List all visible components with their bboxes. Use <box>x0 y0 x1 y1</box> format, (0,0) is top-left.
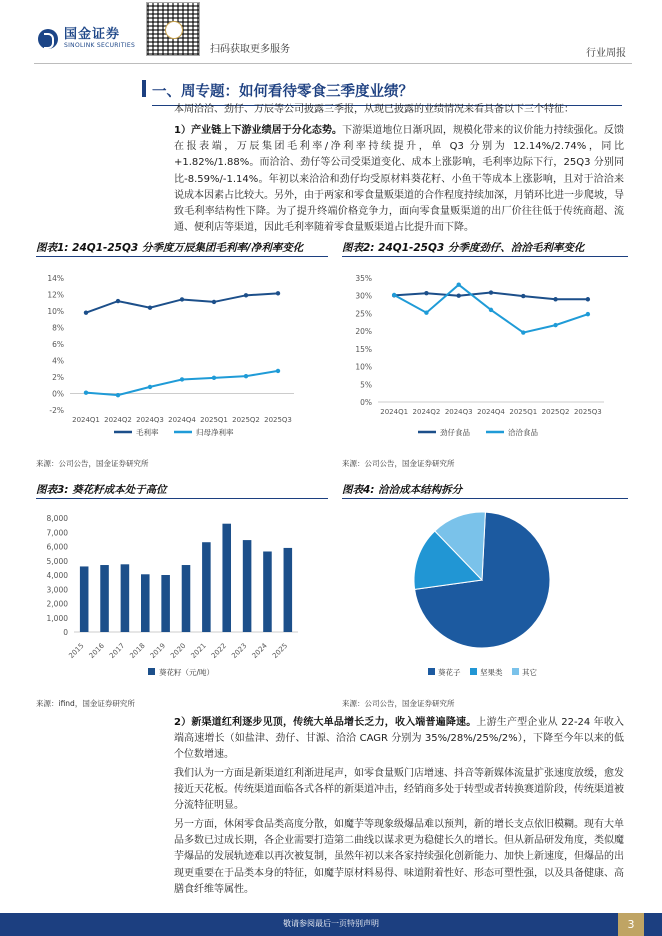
figure-4-source: 来源：公司公告，国金证券研究所 <box>342 699 455 708</box>
scan-text: 扫码获取更多服务 <box>210 44 290 55</box>
x-tick-label: 2024Q1 <box>72 416 100 424</box>
bar <box>243 540 252 632</box>
data-point <box>148 385 152 389</box>
x-tick-label: 2024Q4 <box>168 416 196 424</box>
y-tick-label: 8,000 <box>46 514 68 523</box>
legend-label: 劲仔食品 <box>440 428 470 437</box>
company-logo <box>38 28 135 49</box>
y-tick-label: 12% <box>47 290 64 300</box>
x-tick-label: 2024Q1 <box>380 408 409 416</box>
data-point <box>84 310 88 314</box>
qr-code-icon[interactable] <box>146 2 200 56</box>
bar <box>121 564 130 632</box>
legend-swatch <box>428 668 435 675</box>
y-tick-label: 20% <box>355 327 372 337</box>
legend-label: 坚果类 <box>480 668 503 677</box>
chart-sunflower-cost <box>36 506 328 688</box>
legend-label: 其它 <box>522 668 537 677</box>
data-point <box>392 293 396 297</box>
x-tick-label: 2018 <box>128 641 147 661</box>
y-tick-label: 8% <box>52 323 64 333</box>
data-point <box>116 393 120 397</box>
y-tick-label: 15% <box>355 344 372 354</box>
y-tick-label: 14% <box>47 274 64 283</box>
data-point <box>116 299 120 303</box>
x-tick-label: 2025Q1 <box>200 416 228 424</box>
legend-label: 葵花子 <box>438 668 461 677</box>
bar <box>182 565 191 632</box>
x-tick-label: 2025Q3 <box>573 408 602 416</box>
y-tick-label: 5% <box>360 380 372 390</box>
data-point <box>180 377 184 381</box>
y-tick-label: 4,000 <box>46 571 68 580</box>
y-tick-label: 2% <box>52 373 64 382</box>
x-tick-label: 2024 <box>250 641 269 661</box>
data-point <box>553 297 557 301</box>
y-tick-label: 4% <box>52 356 64 366</box>
bar <box>284 548 293 632</box>
data-point <box>148 306 152 310</box>
paragraph-1 <box>174 123 624 236</box>
x-tick-label: 2021 <box>189 641 208 661</box>
data-point <box>586 297 590 301</box>
figure-2-source: 来源：公司公告，国金证券研究所 <box>342 459 455 468</box>
y-tick-label: -2% <box>49 406 64 415</box>
figure-3-source: 来源：ifind，国金证券研究所 <box>36 699 135 708</box>
chart-jinzai-qiaqia-margins <box>342 262 628 440</box>
logo-cn: 国金证券 <box>64 27 121 42</box>
x-tick-label: 2024Q2 <box>412 408 441 416</box>
y-tick-label: 10% <box>355 362 372 372</box>
data-point <box>180 297 184 301</box>
data-point <box>244 293 248 297</box>
x-tick-label: 2016 <box>87 641 106 661</box>
x-tick-label: 2024Q4 <box>477 408 505 416</box>
data-point <box>84 390 88 394</box>
data-point <box>212 376 216 380</box>
paragraph-4: 另一方面，休闲零食品类高度分散，如魔芋等现象级爆品难以预判，新的增长支点依旧模糊。现有大单品多数已过成长期，各企业需要打造第二曲线以谋求更为稳健长久的增长。但从新品研发角度，类似魔芋爆品的发展轨迹难以再次被复制，虽然年初以来各家持续强化创新能力、加快上新速度，但爆品的出现更重要在于品类本身的特征，如魔芋原材料易得、味道附着性好、形态可塑性强，以及具备健康、高膳食纤维等属性。 <box>174 819 624 895</box>
x-tick-label: 2019 <box>148 641 168 661</box>
legend-label: 归母净利率 <box>196 428 234 437</box>
y-tick-label: 6% <box>52 340 64 349</box>
data-point <box>457 294 461 298</box>
footer-disclaimer: 敬请参阅最后一页特别声明 <box>283 919 379 928</box>
bar <box>100 565 109 632</box>
x-tick-label: 2025Q1 <box>509 408 538 416</box>
report-type: 行业周报 <box>586 48 626 59</box>
data-point <box>521 294 525 298</box>
legend-swatch <box>148 668 155 675</box>
intro-paragraph: 本周洽洽、劲仔、万辰等公司披露三季报，从现已披露的业绩情况来看具备以下三个特征： <box>174 104 574 115</box>
y-tick-label: 0% <box>52 389 64 399</box>
figure-3-title: 图表3: 葵花籽成本处于高位 <box>36 482 328 499</box>
page-number: 3 <box>618 913 644 936</box>
bar <box>141 574 150 632</box>
x-tick-label: 2024Q3 <box>136 416 164 424</box>
paragraph-2-body: 上游生产型企业从 22-24 年收入端高速增长（如盐津、劲仔、甘源、洽洽 CAGR 分别为 35%/28%/25%/2%），下降至今年以来的低个位数增速。 <box>174 717 624 761</box>
chart-qiaqia-cost-structure <box>342 506 628 688</box>
paragraph-3: 我们认为一方面是新渠道红利渐进尾声，如零食量贩门店增速、抖音等新媒体流量扩张速度放缓，愈发接近天花板。传统渠道面临各式各样的新渠道冲击，经销商多处于转型或者转换赛道阶段，传统渠道被分流特征明显。 <box>174 768 624 812</box>
y-tick-label: 0 <box>63 628 68 637</box>
x-tick-label: 2017 <box>108 641 127 661</box>
data-point <box>489 308 493 312</box>
data-point <box>276 291 280 295</box>
y-tick-label: 10% <box>47 307 64 316</box>
figure-1-title: 图表1: 24Q1-25Q3 分季度万辰集团毛利率/净利率变化 <box>36 240 328 257</box>
x-tick-label: 2015 <box>67 641 86 661</box>
figure-1-source: 来源：公司公告，国金证券研究所 <box>36 459 149 468</box>
x-tick-label: 2024Q2 <box>104 416 132 424</box>
y-tick-label: 25% <box>355 309 372 319</box>
data-point <box>489 290 493 294</box>
x-tick-label: 2020 <box>169 641 188 661</box>
logo-en: SINOLINK SECURITIES <box>64 42 136 49</box>
bar <box>263 551 272 632</box>
legend-swatch <box>512 668 519 675</box>
paragraph-2 <box>174 715 624 764</box>
legend-label: 葵花籽（元/吨） <box>159 668 215 677</box>
series-line-0 <box>86 293 278 312</box>
chart-wanchen-margins <box>36 262 328 440</box>
bar <box>80 566 89 632</box>
series-line-1 <box>86 371 278 395</box>
data-point <box>276 369 280 373</box>
y-tick-label: 1,000 <box>46 613 68 623</box>
paragraph-2-heading: 2）新渠道红利逐步见顶，传统大单品增长乏力，收入端普遍降速。 <box>174 717 477 728</box>
data-point <box>424 291 428 295</box>
bar <box>202 542 211 632</box>
y-tick-label: 30% <box>355 291 372 301</box>
y-tick-label: 3,000 <box>46 585 68 595</box>
x-tick-label: 2022 <box>209 641 229 661</box>
paragraph-1-heading: 1）产业链上下游业绩居于分化态势。 <box>174 125 343 136</box>
logo-icon <box>38 29 58 49</box>
data-point <box>457 283 461 287</box>
data-point <box>424 311 428 315</box>
section-title: 一、周专题：如何看待零食三季度业绩？ <box>152 80 622 106</box>
x-tick-label: 2025Q2 <box>232 416 260 424</box>
data-point <box>586 312 590 316</box>
x-tick-label: 2024Q3 <box>444 408 473 416</box>
legend-swatch <box>470 668 477 675</box>
legend-label: 洽洽食品 <box>508 428 538 437</box>
y-tick-label: 2,000 <box>46 599 68 609</box>
bar <box>222 524 231 632</box>
x-tick-label: 2025 <box>270 641 290 661</box>
header-divider <box>34 63 632 64</box>
legend-label: 毛利率 <box>136 428 159 437</box>
figure-4-title: 图表4: 洽洽成本结构拆分 <box>342 482 628 499</box>
x-tick-label: 2025Q3 <box>264 416 292 424</box>
data-point <box>521 330 525 334</box>
y-tick-label: 0% <box>360 398 372 407</box>
y-tick-label: 6,000 <box>46 542 68 552</box>
x-tick-label: 2023 <box>230 641 249 661</box>
data-point <box>553 323 557 327</box>
paragraph-1-body: 下游渠道地位日渐巩固，规模化带来的议价能力持续强化。反馈在报表端，万辰集团毛利率/净利率持续提升，单 Q3 分别为 12.14%/2.74%，同比+1.82%/1.88%。而洽洽、劲仔等公司受渠道变化、成本上涨影响，毛利率边际下行，25Q3 分别同比-8.59%/-1.14%。年初以来洽洽和劲仔均受原材料葵花籽、小鱼干等成本上涨影响，且对于洽洽来说成本因素占比较大。另外，由于两家和零食量贩渠道的合作程度持续加深，月销环比进一步爬坡，导致毛利率结构性下降。为了提升终端价格竞争力，面向零食量贩渠道的出厂价往往低于传统商超、流通、便利店等渠道，因此毛利率随着零食量贩渠道占比提升而下降。 <box>174 125 625 234</box>
x-tick-label: 2025Q2 <box>541 408 570 416</box>
y-tick-label: 35% <box>355 274 372 283</box>
data-point <box>212 300 216 304</box>
y-tick-label: 7,000 <box>46 528 68 538</box>
bar <box>161 575 170 632</box>
y-tick-label: 5,000 <box>46 556 68 566</box>
data-point <box>244 374 248 378</box>
figure-2-title: 图表2: 24Q1-25Q3 分季度劲仔、洽洽毛利率变化 <box>342 240 628 257</box>
